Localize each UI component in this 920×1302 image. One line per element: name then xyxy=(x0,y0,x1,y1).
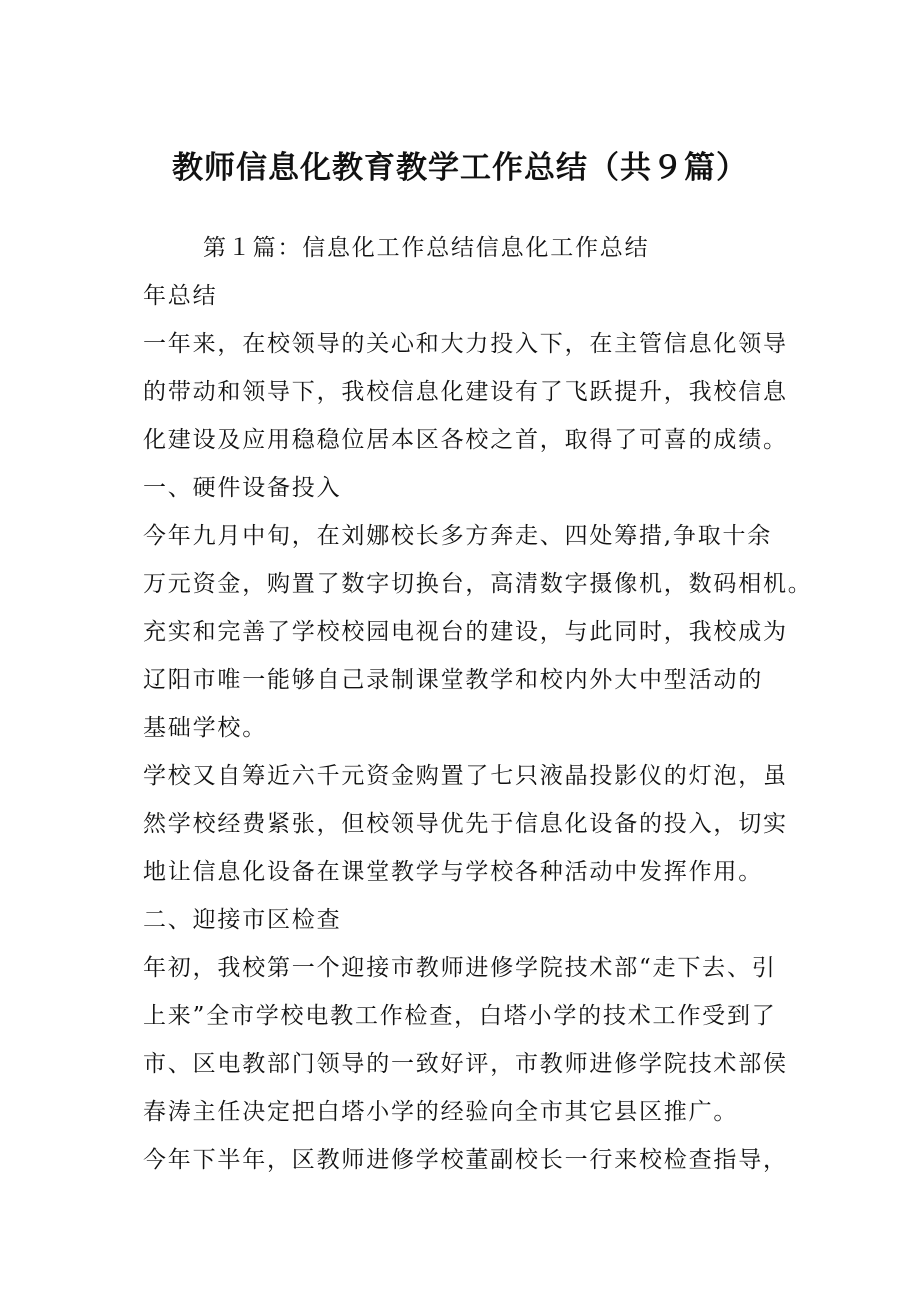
body-line: 的带动和领导下，我校信息化建设有了飞跃提升，我校信息 xyxy=(143,379,788,405)
body-line: 基础学校。 xyxy=(143,715,267,741)
body-line: 今年下半年，区教师进修学校董副校长一行来校检查指导， xyxy=(143,1147,788,1173)
body-line: 化建设及应用稳稳位居本区各校之首，取得了可喜的成绩。 xyxy=(143,427,788,453)
document-title: 教师信息化教育教学工作总结（共９篇） xyxy=(172,150,748,186)
body-line: 市、区电教部门领导的一致好评，市教师进修学院技术部侯 xyxy=(143,1051,788,1077)
section-heading: 一、硬件设备投入 xyxy=(143,475,342,501)
body-line: 辽阳市唯一能够自己录制课堂教学和校内外大中型活动的 xyxy=(143,667,763,693)
body-line: 上来”全市学校电教工作检查，白塔小学的技术工作受到了 xyxy=(143,1003,777,1029)
body-line: 然学校经费紧张，但校领导优先于信息化设备的投入，切实 xyxy=(143,811,788,837)
section-heading: 二、迎接市区检查 xyxy=(143,907,342,933)
body-line: 充实和完善了学校校园电视台的建设，与此同时，我校成为 xyxy=(143,619,788,645)
body-line: 学校又自筹近六千元资金购置了七只液晶投影仪的灯泡，虽 xyxy=(143,763,788,789)
body-line: 春涛主任决定把白塔小学的经验向全市其它县区推广。 xyxy=(143,1099,739,1125)
body-line: 一年来，在校领导的关心和大力投入下，在主管信息化领导 xyxy=(143,331,788,357)
body-line: 万元资金，购置了数字切换台，高清数字摄像机，数码相机。 xyxy=(143,571,813,597)
body-line: 今年九月中旬，在刘娜校长多方奔走、四处筹措,争取十余 xyxy=(143,523,773,549)
body-line: 年初，我校第一个迎接市教师进修学院技术部“走下去、引 xyxy=(143,955,777,981)
document-subtitle: 第１篇：信息化工作总结信息化工作总结 xyxy=(203,235,650,261)
body-line: 地让信息化设备在课堂教学与学校各种活动中发挥作用。 xyxy=(143,859,763,885)
body-line: 年总结 xyxy=(143,283,218,309)
